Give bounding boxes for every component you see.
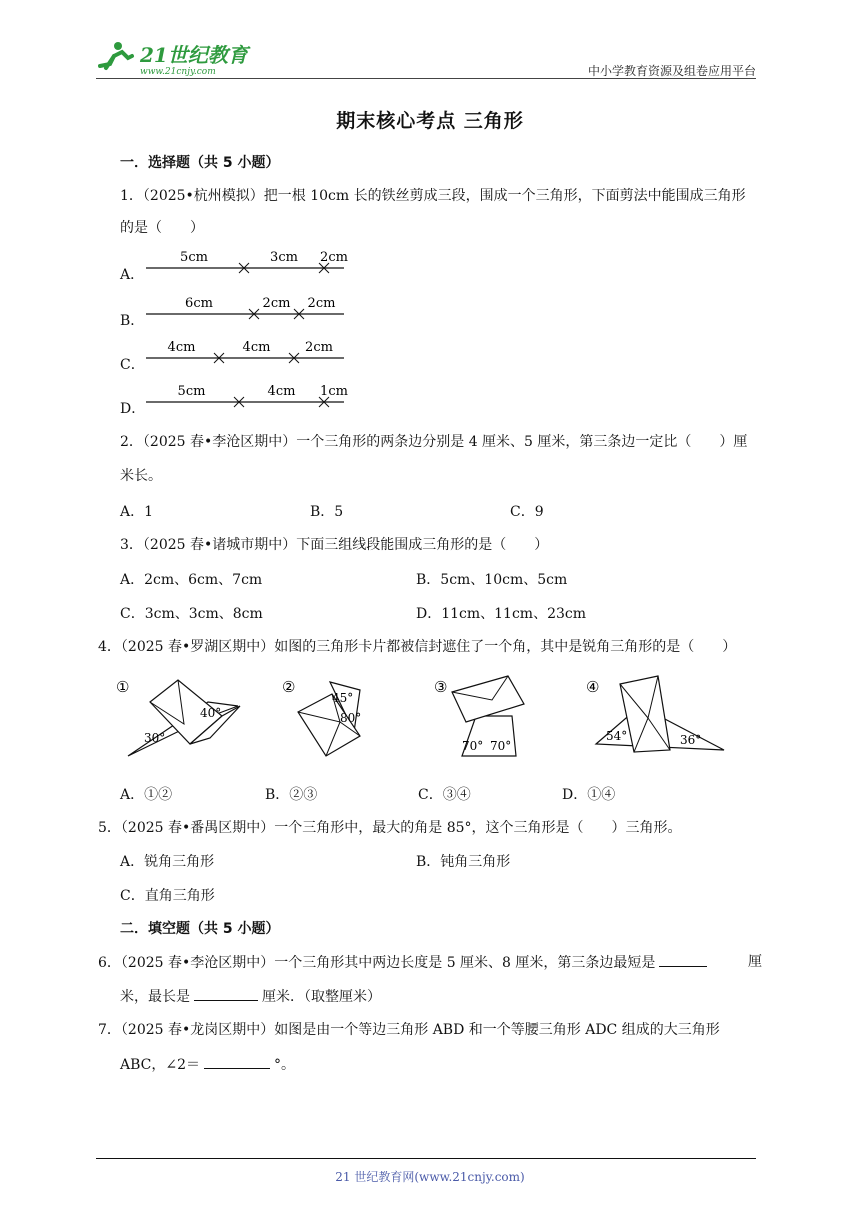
figure-1-angle-b: 30° [144,731,166,745]
q6-text-line2 [120,986,381,1007]
q4-figure-3 [434,676,524,756]
q5-option-b[interactable]: B．钝角三角形 [416,854,511,870]
figure-4-angle-b: 36° [680,733,702,747]
q1-option-d[interactable]: D． [120,401,146,417]
figure-3-number: ③ [434,678,448,696]
q6-unit: 厘 [748,954,762,970]
figure-4-angle-a: 54° [606,729,628,743]
q1-segment-figure-b [144,296,349,324]
q4-option-c[interactable]: C．③④ [418,787,471,803]
q5-option-a[interactable]: A．锐角三角形 [120,854,215,870]
q1-text-line2: 的是（ ） [120,220,204,236]
figure-4-number: ④ [586,678,600,696]
figure-3-angle-b: 70° [490,739,512,753]
figure-1-angle-a: 40° [200,706,222,720]
segment-length-label: 2cm [320,250,348,265]
segment-length-label: 5cm [180,250,208,265]
segment-length-label: 3cm [270,250,298,265]
q2-option-b[interactable]: B．5 [310,504,344,520]
logo-text: 21世纪教育 [140,43,248,67]
figure-1-number: ① [116,678,130,696]
page-title: 期末核心考点 三角形 [336,110,524,132]
q7-line2-b: °。 [274,1057,296,1073]
segment-length-label: 2cm [307,296,336,311]
q6-line1: 6．（2025 春•李沧区期中）一个三角形其中两边长度是 5 厘米、8 厘米，第三条边最短是 [98,955,656,971]
q4-figure-2 [282,678,361,756]
q2-option-c[interactable]: C．9 [510,504,544,520]
q2-text-line2: 米长。 [120,468,162,484]
q1-option-c[interactable]: C． [120,357,145,373]
q7-text-line1: 7．（2025 春•龙岗区期中）如图是由一个等边三角形 ABD 和一个等腰三角形 ADC 组成的大三角形 [98,1022,720,1038]
q1-option-b[interactable]: B． [120,313,145,329]
segment-length-label: 4cm [167,340,196,355]
q1-text-line1: 1．（2025•杭州模拟）把一根 10cm 长的铁丝剪成三段，围成一个三角形，下面剪法中能围成三角形 [120,188,746,204]
q4-option-a[interactable]: A．①② [120,787,173,803]
q3-text: 3．（2025 春•诸城市期中）下面三组线段能围成三角形的是（ ） [120,537,549,553]
q5-text: 5．（2025 春•番禺区期中）一个三角形中，最大的角是 85°，这个三角形是（ ）三角形。 [98,820,682,836]
q4-figure-4 [586,676,724,752]
q4-figures [110,672,750,772]
q1-segment-figure-a [144,250,349,278]
site-logo [96,38,266,78]
segment-length-label: 4cm [267,384,296,399]
q6-line2-b: 厘米．（取整厘米） [262,989,381,1005]
q6-text-line1 [98,952,711,973]
segment-length-label: 6cm [185,296,213,311]
section-fill-heading: 二．填空题（共 5 小题） [120,921,280,937]
header-platform-text: 中小学教育资源及组卷应用平台 [587,64,756,78]
footer-text: 21 世纪教育网(www.21cnjy.com) [335,1170,525,1184]
q6-blank-min[interactable] [659,952,707,967]
header-divider [96,78,756,79]
q1-segment-figure-d [144,384,349,412]
q3-option-a[interactable]: A．2cm、6cm、7cm [120,572,263,588]
section-choice-heading: 一．选择题（共 5 小题） [120,155,280,171]
segment-length-label: 2cm [262,296,291,311]
segment-length-label: 4cm [242,340,271,355]
figure-2-angle-a: 45° [332,691,354,705]
q3-option-b[interactable]: B．5cm、10cm、5cm [416,572,568,588]
q3-option-c[interactable]: C．3cm、3cm、8cm [120,606,263,622]
q1-option-a[interactable]: A． [120,267,145,283]
q4-figure-1 [116,678,240,756]
q7-line2-a: ABC，∠2＝ [120,1057,201,1073]
logo-url: www.21cnjy.com [140,67,216,77]
q2-text-line1: 2．（2025 春•李沧区期中）一个三角形的两条边分别是 4 厘米、5 厘米，第三条边一定比（ ）厘 [120,434,748,450]
segment-length-label: 1cm [320,384,348,399]
q4-text: 4．（2025 春•罗湖区期中）如图的三角形卡片都被信封遮住了一个角，其中是锐角三角形的是（ ） [98,639,737,655]
runner-icon [100,42,132,68]
q6-blank-max[interactable] [194,986,258,1001]
q4-option-d[interactable]: D．①④ [562,787,616,803]
figure-3-angle-a: 70° [462,739,484,753]
q7-text-line2 [120,1054,295,1075]
segment-length-label: 5cm [177,384,206,399]
q7-blank-angle[interactable] [204,1054,270,1069]
q5-option-c[interactable]: C．直角三角形 [120,888,215,904]
q3-option-d[interactable]: D．11cm、11cm、23cm [416,606,587,622]
q4-option-b[interactable]: B．②③ [265,787,318,803]
q2-option-a[interactable]: A．1 [120,504,154,520]
q6-line2-a: 米，最长是 [120,989,190,1005]
segment-length-label: 2cm [305,340,333,355]
figure-2-angle-b: 80° [340,711,362,725]
q1-segment-figure-c [144,340,349,368]
figure-2-number: ② [282,678,296,696]
footer-divider [96,1158,756,1159]
